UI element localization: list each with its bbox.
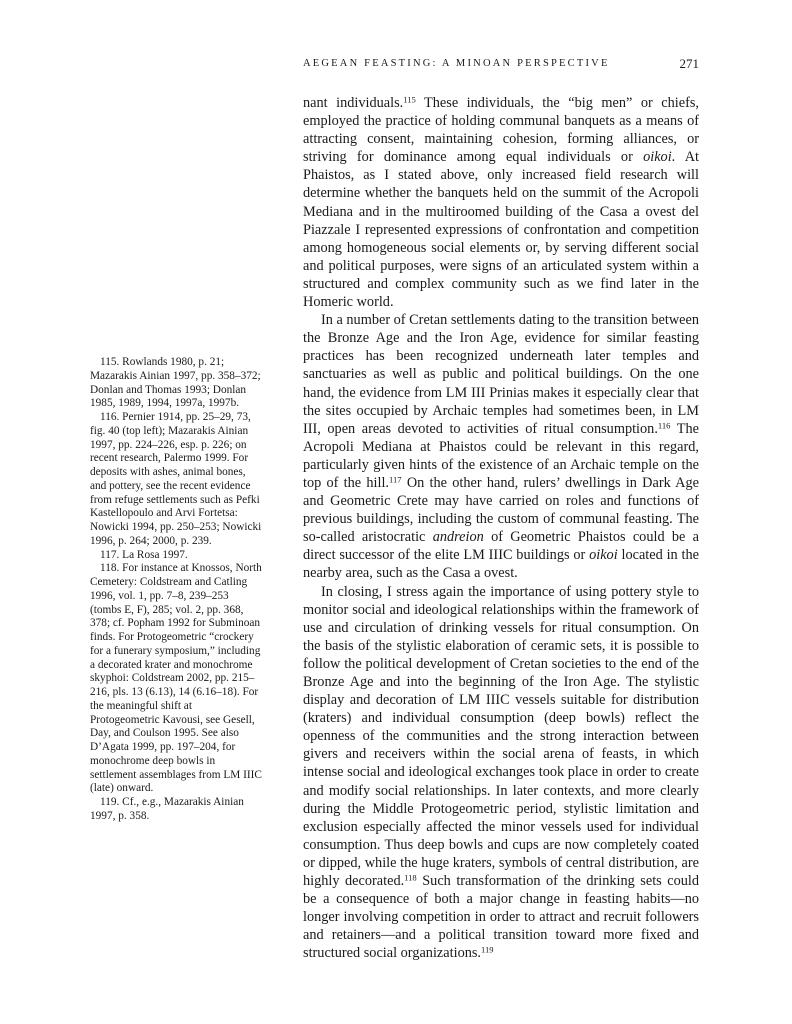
body-paragraph: nant individuals.$^{115}$ These individuals, the “big men” or chiefs, employed the practice of holding communal banquets as a means of attracting consent, maintaining cohesion, forming alliances, or striving for dominance among equal individuals or oikoi. At Phaistos, as I stated above, only increased field research will determine whether the banquets held on the summit of the Acropoli Mediana and in the multiroomed building of the Casa a ovest del Piazzale I represented expressions of confrontation and competition among homogeneous social elements or, by serving different social and political purposes, were signs of an articulated system within a structured and complex community such as we find later in the Homeric world. [303, 94, 699, 311]
italic-term: oikoi [643, 149, 672, 166]
footnote-ref[interactable]: 118 [404, 872, 417, 883]
footnote-ref[interactable]: 119 [481, 944, 494, 955]
page-number: 271 [679, 56, 699, 71]
italic-term: andreion [432, 529, 484, 546]
footnote-ref[interactable]: 115 [403, 94, 416, 105]
main-text [303, 94, 699, 963]
footnote: 115. Rowlands 1980, p. 21; Mazarakis Ainian 1997, pp. 358–372; Donlan and Thomas 1993; Donlan 1985, 1989, 1994, 1997a, 1997b. [90, 356, 261, 410]
footnote-ref[interactable]: 116 [657, 419, 671, 430]
body-paragraph: In closing, I stress again the importance of using pottery style to monitor social and ideological relationships within the framework of use and circulation of drinking vessels for ritual consumption. On the basis of the stylistic elaboration of ceramic sets, it is possible to follow the political development of Cretan societies to the end of the Bronze Age and into the beginning of the Iron Age. The stylistic display and decoration of LM IIIC vessels suitable for distribution (kraters) and individual consumption (deep bowls) reflect the openness of the communities and the strong interaction between givers and receivers within the social arena of feasts, in which intense social and ideological exchanges took place in order to create and modify social relationships. In later contexts, and more clearly during the Middle Protogeometric period, stylistic limitation and exclusion especially affected the minor vessels used for individual consumption. Thus deep bowls and cups are now completely coated or dipped, while the huge kraters, symbols of central distribution, are highly decorated.$^{118}$ Such transformation of the drinking sets could be a consequence of both a major change in feasting habits—no longer involving competition in order to attract and recruit followers and retainers—and a political transition toward more fixed and structured social organizations.$^{119}$ [303, 583, 699, 962]
body-paragraph: In a number of Cretan settlements dating to the transition between the Bronze Age and the Iron Age, evidence for similar feasting practices has been recognized underneath later temples and sanctuaries as well as public and political buildings. On the one hand, the evidence from LM III Prinias makes it especially clear that the sites occupied by Archaic temples had sometimes been, in LM III, open areas devoted to activities of ritual consumption.$^{116}$ The Acropoli Mediana at Phaistos could be relevant in this regard, particularly given hints of the existence of an Archaic temple on the top of the hill.$^{117}$ On the other hand, rulers’ dwellings in Dark Age and Geometric Crete may have carried on roles and functions of previous buildings, including the custom of communal feasting. The so-called aristocratic andreion of Geometric Phaistos could be a direct successor of the elite LM IIIC buildings or oikoi located in the nearby area, such as the Casa a ovest. [303, 312, 699, 582]
footnotes [90, 356, 262, 824]
footnote-ref[interactable]: 117 [389, 474, 402, 485]
italic-term: oikoi [589, 547, 618, 564]
running-title: AEGEAN FEASTING: A MINOAN PERSPECTIVE [303, 58, 610, 69]
footnote: 119. Cf., e.g., Mazarakis Ainian 1997, p. 358. [90, 796, 244, 822]
running-header [303, 58, 699, 76]
footnote: 117. La Rosa 1997. [100, 548, 188, 561]
footnote: 118. For instance at Knossos, North Cemetery: Coldstream and Catling 1996, vol. 1, pp. 7–8, 239–253 (tombs E, F), 285; vol. 2, pp. 368, 378; cf. Popham 1992 for Subminoan finds. For Protogeometric “crockery for a funerary symposium,” including a decorated krater and monochrome skyphoi: Coldstream 2002, pp. 215–216, pls. 13 (6.13), 14 (6.16–18). For the meaningful shift at Protogeometric Kavousi, see Gesell, Day, and Coulson 1995. See also D’Agata 1999, pp. 197–204, for monochrome deep bowls in settlement assemblages from LM IIIC (late) onward. [90, 562, 262, 795]
footnote: 116. Pernier 1914, pp. 25–29, 73, fig. 40 (top left); Mazarakis Ainian 1997, pp. 224–226, esp. p. 226; on recent research, Palermo 1999. For deposits with ashes, animal bones, and pottery, see the recent evidence from refuge settlements such as Pefki Kastellopoulo and Arvi Fortetsa: Nowicki 1994, pp. 250–253; Nowicki 1996, p. 264; 2000, p. 239. [90, 411, 262, 547]
